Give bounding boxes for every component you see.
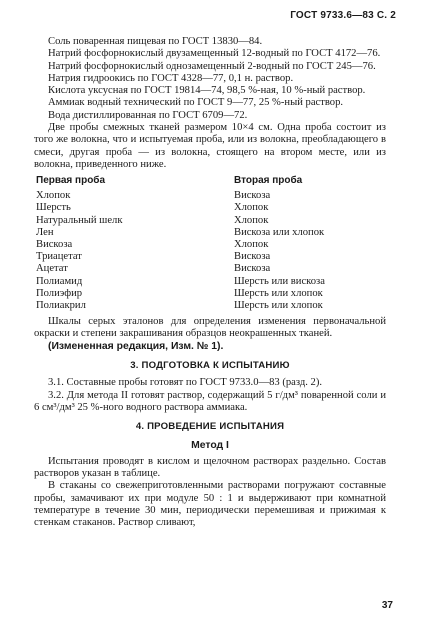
table-cell: Вискоза — [234, 251, 271, 263]
table-cell: Триацетат — [36, 251, 82, 263]
section4-title: 4. ПРОВЕДЕНИЕ ИСПЫТАНИЯ — [135, 421, 285, 433]
table-cell: Натуральный шелк — [36, 214, 123, 226]
table-cell: Шерсть — [36, 202, 71, 214]
table-cell: Шерсть или хлопок — [234, 299, 323, 311]
reagent-line: Вода дистиллированная по ГОСТ 6709—72. — [48, 109, 248, 121]
section4-para-2: В стаканы со свежеприготовленными растворами погружают составные пробы, замачивают их при модуле 50 : 1 и выдерживают при комнатной температуре в течение 30 мин, периодически перемешивая и прижимая к стенкам стаканов. Раствор сливают, — [34, 480, 386, 529]
page-number: 37 — [381, 600, 393, 611]
table-cell: Вискоза или хлопок — [234, 226, 325, 238]
table-cell: Вискоза — [234, 190, 271, 202]
table-cell: Хлопок — [234, 202, 269, 214]
reagent-line: Соль поваренная пищевая по ГОСТ 13830—84. — [48, 36, 263, 47]
fiber-pairs-table — [34, 175, 386, 312]
document-body — [34, 36, 386, 530]
reagent-line: Натрий фосфорнокислый двузамещенный 12-водный по ГОСТ 4172—76. — [48, 48, 381, 60]
reagent-line: Аммиак водный технический по ГОСТ 9—77, 25 %-ный раствор. — [48, 97, 344, 109]
first-sample-column — [34, 175, 234, 312]
section4-para-1: Испытания проводят в кислом и щелочном растворах раздельно. Состав растворов указан в таблице. — [34, 455, 386, 480]
samples-paragraph: Две пробы смежных тканей размером 10×4 см. Одна проба состоит из того же волокна, что и испытуемая проба, или из волокна, преобладающего в смеси, другая проба — из волокна, стоящего на втором месте, или из волокна, приведенного ниже. — [34, 122, 386, 170]
reagent-line: Натрия гидроокись по ГОСТ 4328—77, 0,1 н. раствор. — [48, 72, 294, 84]
col1-header: Первая проба — [36, 175, 106, 187]
reagent-line: Кислота уксусная по ГОСТ 19814—74, 98,5 %-ная, 10 %-ный раствор. — [48, 85, 366, 97]
table-cell: Хлопок — [234, 239, 269, 251]
scales-paragraph: Шкалы серых эталонов для определения изменения первоначальной окраски и степени закрашивания образцов неокрашенных тканей. — [34, 316, 386, 340]
revision-note: (Измененная редакция, Изм. № 1). — [48, 340, 224, 352]
table-cell: Вискоза — [234, 263, 271, 275]
table-cell: Шерсть или вискоза — [234, 275, 325, 287]
second-sample-column — [234, 175, 386, 312]
table-cell: Вискоза — [36, 239, 73, 251]
table-cell: Ацетат — [36, 263, 68, 275]
col2-header: Вторая проба — [234, 175, 303, 187]
method-title: Метод I — [191, 439, 229, 451]
table-cell: Хлопок — [36, 190, 71, 202]
section3-title: 3. ПОДГОТОВКА К ИСПЫТАНИЮ — [130, 360, 290, 372]
table-cell: Хлопок — [234, 214, 269, 226]
reagent-line: Натрий фосфорнокислый однозамещенный 2-водный по ГОСТ 245—76. — [48, 60, 376, 72]
table-cell: Шерсть или хлопок — [234, 287, 323, 299]
table-cell: Полиэфир — [36, 287, 83, 299]
section3-para-2: 3.2. Для метода II готовят раствор, содержащий 5 г/дм³ поваренной соли и 6 см³/дм³ 25 %-ного водного раствора аммиака. — [34, 389, 386, 413]
page-header: ГОСТ 9733.6—83 С. 2 — [290, 10, 396, 21]
table-cell: Полиакрил — [36, 299, 86, 311]
section3-para-1: 3.1. Составные пробы готовят по ГОСТ 9733.0—83 (разд. 2). — [48, 377, 323, 389]
table-cell: Лен — [36, 226, 54, 238]
table-cell: Полиамид — [36, 275, 83, 287]
